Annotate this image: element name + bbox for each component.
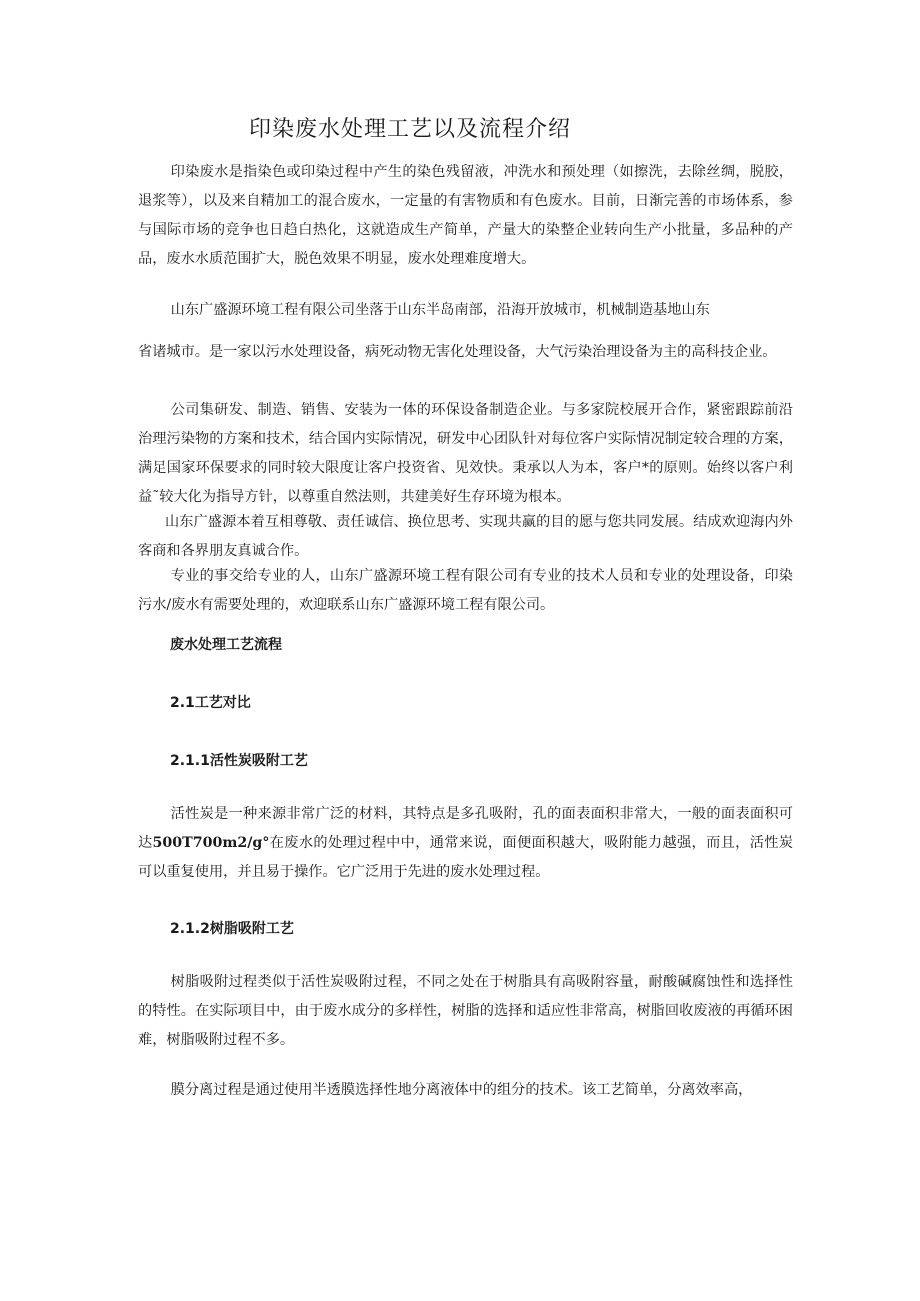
section-number: 2.1.2 [170, 921, 210, 937]
section-title: 活性炭吸附工艺 [209, 753, 308, 769]
section-number: 2.1 [170, 695, 195, 711]
paragraph-intro: 印染废水是指染色或印染过程中产生的染色残留液，冲洗水和预处理（如擦洗，去除丝绸，脱胶，退浆等），以及来自精加工的混合废水，一定量的有害物质和有色废水。目前，日渐完善的市场体系，参与国际市场的竞争也日趋白热化，这就造成生产简单，产量大的染整企业转向生产小批量，多品种的产品，废水水质范围扩大，脱色效果不明显，废水处理难度增大。 [138, 164, 793, 267]
paragraph-company-line2: 省诸城市。是一家以污水处理设备，病死动物无害化处理设备，大气污染治理设备为主的高科技企业。 [138, 344, 777, 360]
section-title: 树脂吸附工艺 [209, 921, 294, 937]
section-number: 2.1.1 [170, 753, 210, 769]
section-heading-2-1 [170, 692, 251, 712]
section-heading-2-1-1 [170, 750, 308, 770]
paragraph-contact: 专业的事交给专业的人，山东广盛源环境工程有限公司有专业的技术人员和专业的处理设备，印染污水/废水有需要处理的，欢迎联系山东广盛源环境工程有限公司。 [138, 568, 793, 613]
paragraph-resin-adsorption: 树脂吸附过程类似于活性炭吸附过程，不同之处在于树脂具有高吸附容量，耐酸碱腐蚀性和选择性的特性。在实际项目中，由于废水成分的多样性，树脂的选择和适应性非常高，树脂回收废液的再循环困难，树脂吸附过程不多。 [138, 974, 793, 1048]
paragraph-text: 在废水的处理过程中中，通常来说，面便面积越大，吸附能力越强，而且，活性炭可以重复使用，并且易于操作。它广泛用于先进的废水处理过程。 [138, 835, 793, 880]
paragraph-company-profile: 公司集研发、制造、销售、安装为一体的环保设备制造企业。与多家院校展开合作，紧密跟踪前沿治理污染物的方案和技术，结合国内实际情况，研发中心团队针对每位客户实际情况制定较合理的方案，满足国家环保要求的同时较大限度让客户投资省、见效快。秉承以人为本，客户*的原则。始终以客户利益˜较大化为指导方针，以尊重自然法则，共建美好生存环境为根本。 [138, 402, 793, 505]
document-title: 印染废水处理工艺以及流程介绍 [248, 117, 571, 142]
paragraph-membrane-separation: 膜分离过程是通过使用半透膜选择性地分离液体中的组分的技术。该工艺简单，分离效率高， [170, 1082, 753, 1098]
paragraph-text: 活性炭是一种来源非常广泛的材料，其特点是多孔吸附，孔的面表面积非常大，一般的面表面积可达 [138, 806, 793, 851]
section-heading-2-1-2 [170, 918, 294, 938]
section-title: 工艺对比 [194, 695, 251, 711]
section-heading-process: 废水处理工艺流程 [170, 637, 282, 653]
paragraph-cooperation: 山东广盛源本着互相尊敬、责任诚信、换位思考、实现共赢的目的愿与您共同发展。结成欢迎海内外客商和各界朋友真诚合作。 [138, 514, 793, 559]
paragraph-activated-carbon [138, 800, 793, 887]
surface-area-value: 500T700m2/g° [152, 835, 270, 851]
paragraph-company-line1: 山东广盛源环境工程有限公司坐落于山东半岛南部，沿海开放城市，机械制造基地山东 [170, 302, 710, 318]
